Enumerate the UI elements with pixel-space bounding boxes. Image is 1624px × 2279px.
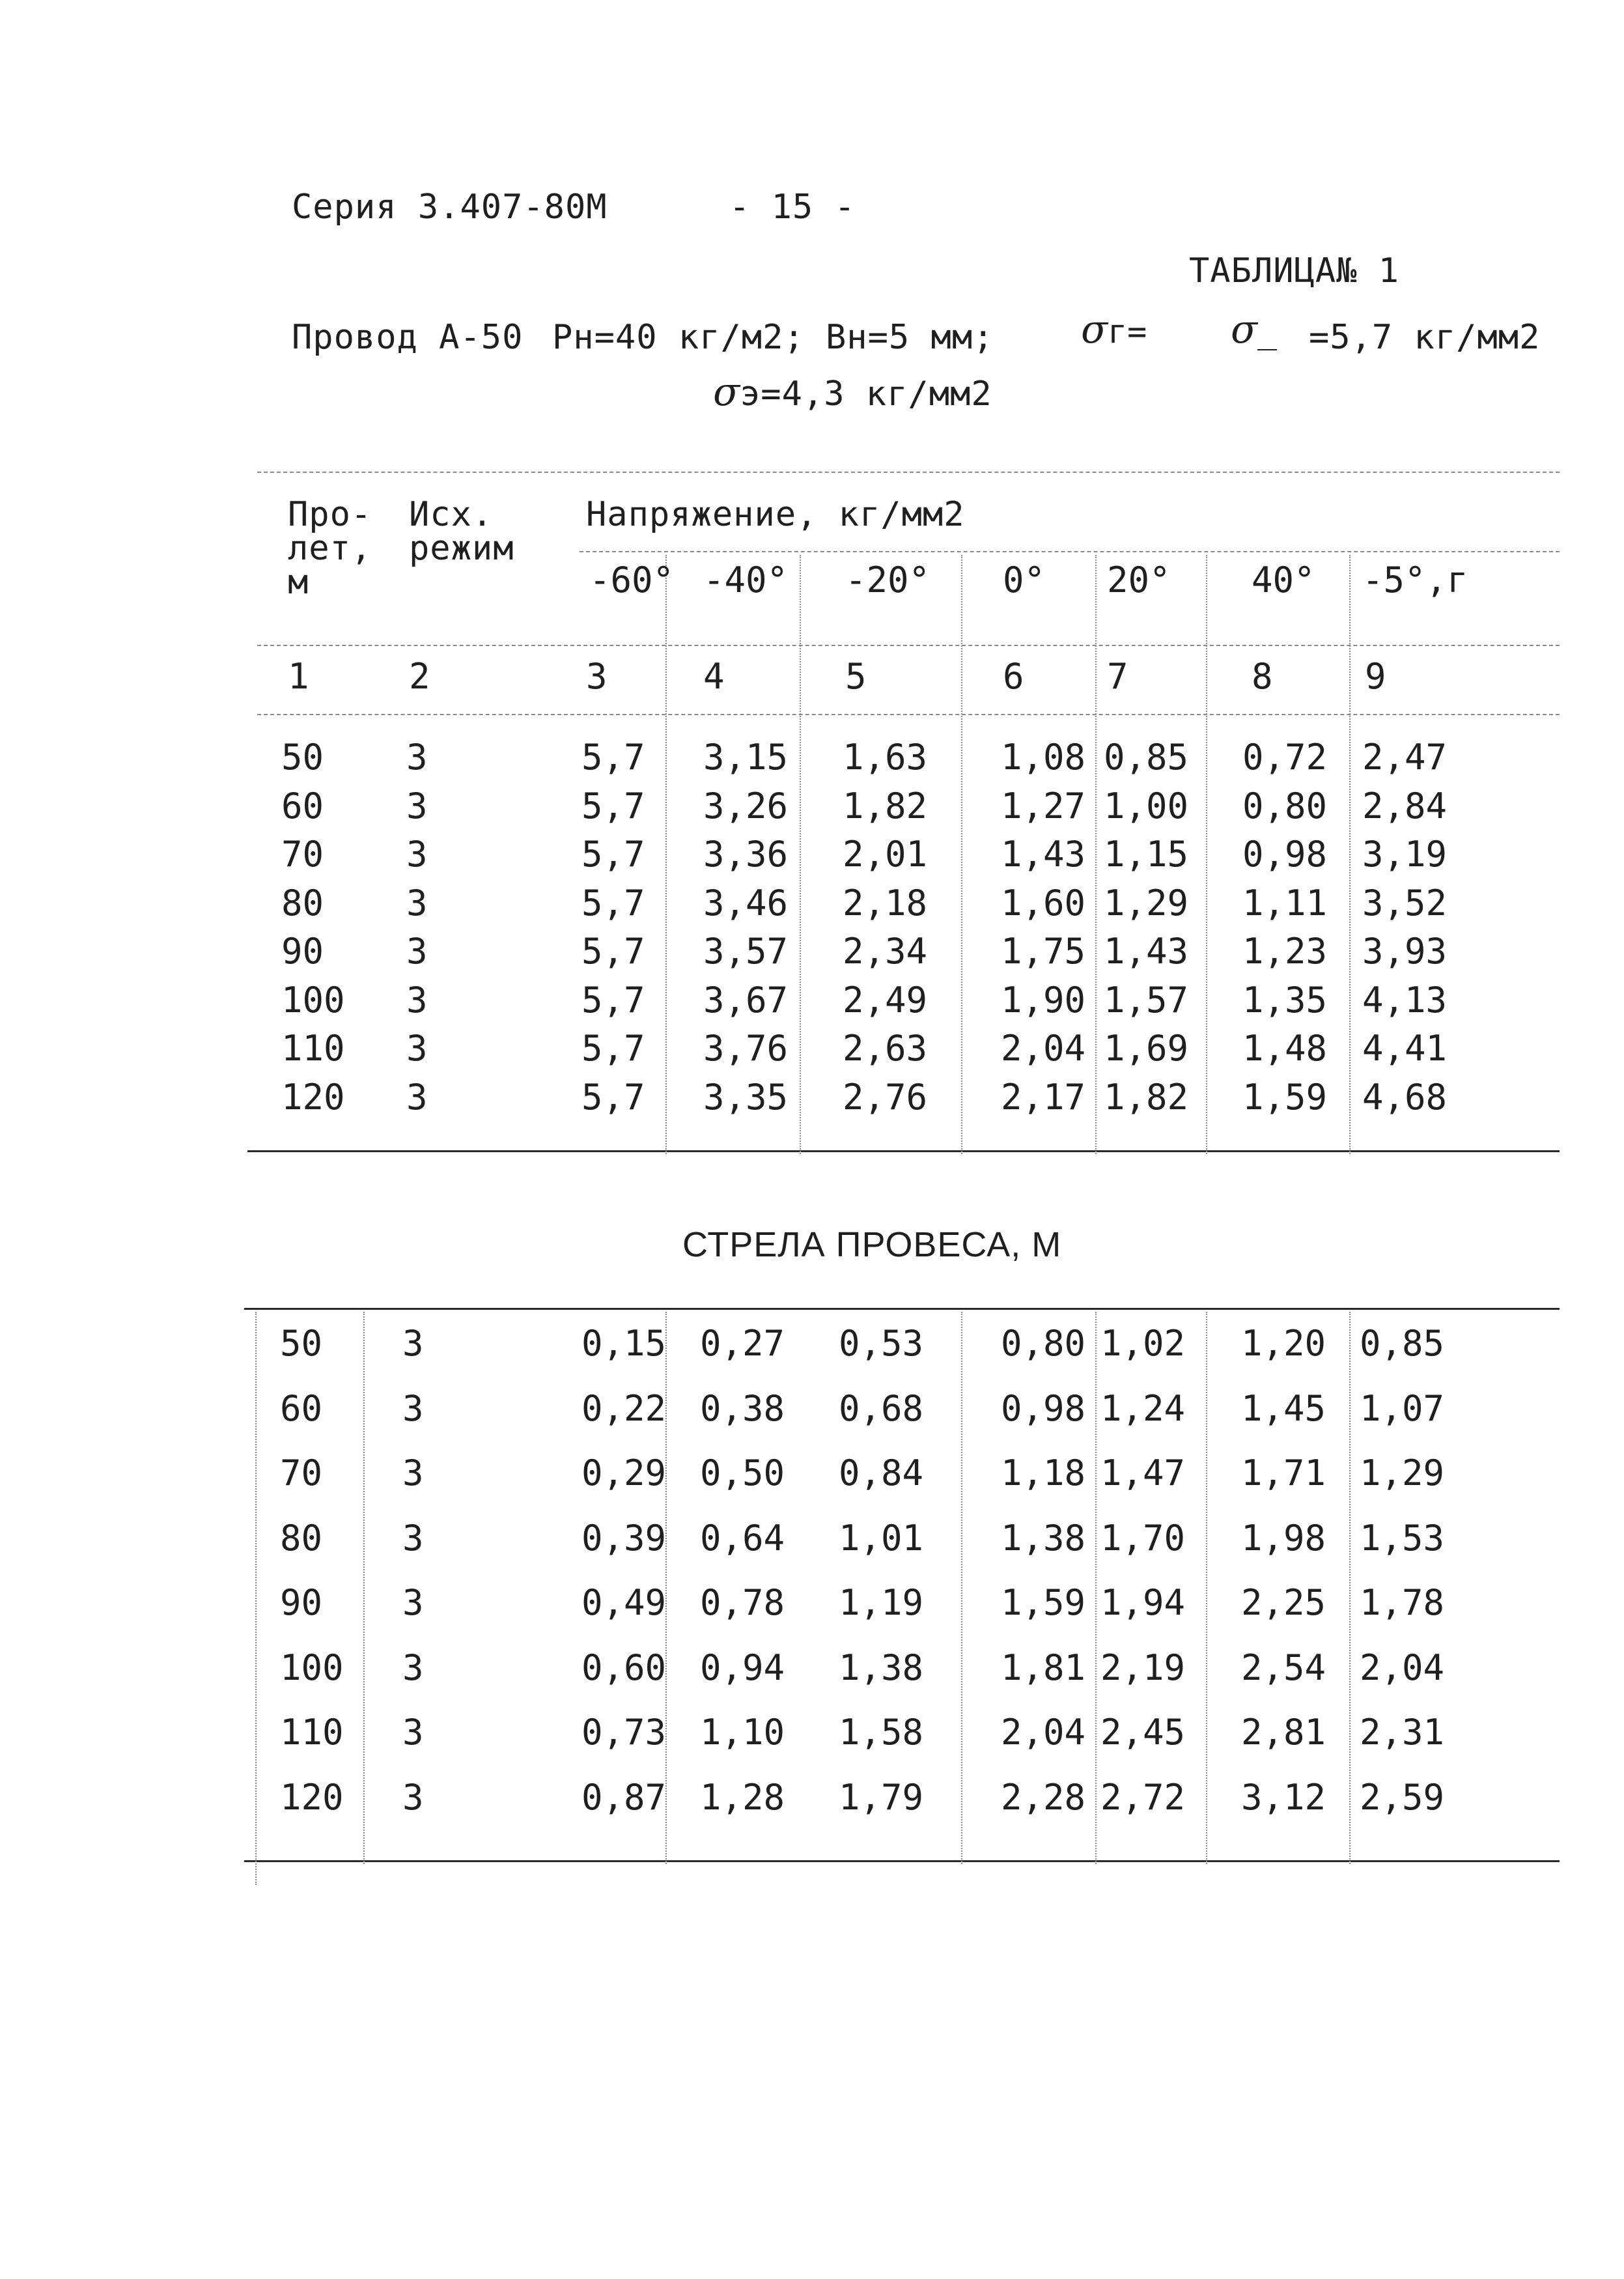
- table-cell: 2,04: [1360, 1647, 1445, 1688]
- table-cell: 1,29: [1360, 1452, 1445, 1493]
- table-cell: 3: [402, 1323, 424, 1364]
- table-cell: 50: [281, 737, 324, 778]
- col-number: 5: [845, 656, 867, 697]
- table-cell: 2,54: [1241, 1647, 1326, 1688]
- table-cell: 5,7: [581, 882, 645, 924]
- table-row: [0, 882, 1624, 931]
- table-cell: 3: [402, 1776, 424, 1818]
- table-cell: 3: [402, 1387, 424, 1429]
- col-number: 3: [586, 656, 608, 697]
- table-cell: 1,38: [839, 1647, 924, 1688]
- table-row: [0, 737, 1624, 786]
- sigma-minus: σ_: [1231, 307, 1278, 352]
- table-row: [0, 785, 1624, 834]
- table-row: [0, 931, 1624, 980]
- sigma-symbol: σ: [1231, 307, 1257, 352]
- temp-header: -40°: [703, 559, 789, 601]
- table-cell: 90: [281, 931, 324, 972]
- table-cell: 1,70: [1100, 1517, 1186, 1559]
- temp-header: 0°: [1003, 559, 1046, 601]
- table-cell: 1,48: [1242, 1028, 1328, 1069]
- table-row: [0, 1517, 1624, 1566]
- table-cell: 1,60: [1001, 882, 1086, 924]
- table-cell: 1,24: [1100, 1387, 1186, 1429]
- table-cell: 0,60: [581, 1647, 667, 1688]
- table-cell: 3: [406, 785, 428, 827]
- table-cell: 0,80: [1001, 1323, 1086, 1364]
- temp-header: -60°: [589, 559, 675, 601]
- table-row: [0, 834, 1624, 883]
- table-cell: 60: [281, 785, 324, 827]
- table-cell: 0,73: [581, 1712, 667, 1753]
- table-cell: 120: [281, 1076, 345, 1118]
- col-number: 9: [1365, 656, 1386, 697]
- table-cell: 1,43: [1001, 834, 1086, 875]
- table-cell: 2,63: [843, 1028, 928, 1069]
- group-rule: [580, 551, 1560, 552]
- table-cell: 0,68: [839, 1387, 924, 1429]
- table-cell: 3: [406, 737, 428, 778]
- table-cell: 2,28: [1001, 1776, 1086, 1818]
- table-cell: 0,84: [839, 1452, 924, 1493]
- table-row: [0, 1647, 1624, 1696]
- table-cell: 3: [402, 1517, 424, 1559]
- col-number: 6: [1003, 656, 1024, 697]
- table-cell: 2,31: [1360, 1712, 1445, 1753]
- table-cell: 1,69: [1104, 1028, 1189, 1069]
- temp-header: -20°: [845, 559, 931, 601]
- table-cell: 1,63: [843, 737, 928, 778]
- table-cell: 1,94: [1100, 1582, 1186, 1623]
- table-cell: 3: [406, 834, 428, 875]
- table-cell: 1,57: [1104, 979, 1189, 1021]
- sigma-e: σэ=4,3 кг/мм2: [713, 369, 992, 415]
- table-cell: 1,43: [1104, 931, 1189, 972]
- table-cell: 1,81: [1001, 1647, 1086, 1688]
- table-cell: 2,18: [843, 882, 928, 924]
- table-cell: 0,72: [1242, 737, 1328, 778]
- table-cell: 5,7: [581, 931, 645, 972]
- table-row: [0, 979, 1624, 1028]
- table-cell: 0,87: [581, 1776, 667, 1818]
- table-cell: 1,01: [839, 1517, 924, 1559]
- table-cell: 3: [406, 882, 428, 924]
- table-cell: 1,53: [1360, 1517, 1445, 1559]
- table-cell: 1,10: [700, 1712, 785, 1753]
- table-cell: 0,80: [1242, 785, 1328, 827]
- table-cell: 3,76: [703, 1028, 789, 1069]
- table-cell: 1,38: [1001, 1517, 1086, 1559]
- table-cell: 3,35: [703, 1076, 789, 1118]
- table-cell: 1,08: [1001, 737, 1086, 778]
- table-cell: 50: [280, 1323, 323, 1364]
- table-cell: 0,38: [700, 1387, 785, 1429]
- table-cell: 2,25: [1241, 1582, 1326, 1623]
- table-bottom-rule: [247, 1150, 1560, 1152]
- table-cell: 1,28: [700, 1776, 785, 1818]
- col-number: 8: [1252, 656, 1273, 697]
- table-cell: 2,04: [1001, 1028, 1086, 1069]
- table-cell: 0,94: [700, 1647, 785, 1688]
- table-cell: 4,41: [1362, 1028, 1448, 1069]
- table-cell: 3: [406, 1076, 428, 1118]
- table-cell: 0,98: [1242, 834, 1328, 875]
- table-cell: 3,36: [703, 834, 789, 875]
- table-cell: 0,64: [700, 1517, 785, 1559]
- table-cell: 2,72: [1100, 1776, 1186, 1818]
- col-number: 7: [1107, 656, 1128, 697]
- table-row: [0, 1712, 1624, 1761]
- table-row: [0, 1452, 1624, 1501]
- table-cell: 1,07: [1360, 1387, 1445, 1429]
- table-cell: 1,00: [1104, 785, 1189, 827]
- table-cell: 1,59: [1001, 1582, 1086, 1623]
- table-cell: 1,90: [1001, 979, 1086, 1021]
- table-cell: 3: [402, 1452, 424, 1493]
- group-title: Напряжение, кг/мм2: [586, 495, 965, 534]
- temp-header: 20°: [1107, 559, 1171, 601]
- table-cell: 2,34: [843, 931, 928, 972]
- table-cell: 3: [406, 931, 428, 972]
- table-cell: 1,27: [1001, 785, 1086, 827]
- table-cell: 0,85: [1360, 1323, 1445, 1364]
- table-cell: 0,98: [1001, 1387, 1086, 1429]
- table-cell: 120: [280, 1776, 344, 1818]
- table-cell: 110: [281, 1028, 345, 1069]
- table-row: [0, 1582, 1624, 1631]
- table-cell: 1,29: [1104, 882, 1189, 924]
- table-cell: 60: [280, 1387, 323, 1429]
- temp-header: 40°: [1252, 559, 1315, 601]
- temp-header: -5°,г: [1362, 559, 1468, 601]
- table-cell: 100: [280, 1647, 344, 1688]
- table-cell: 2,76: [843, 1076, 928, 1118]
- pressure-label: Рн=40 кг/м2; Вн=5 мм;: [552, 318, 994, 357]
- table-cell: 3: [406, 979, 428, 1021]
- table-cell: 1,20: [1241, 1323, 1326, 1364]
- header-bottom-rule: [257, 645, 1560, 646]
- table-cell: 1,71: [1241, 1452, 1326, 1493]
- table-cell: 2,45: [1100, 1712, 1186, 1753]
- table-cell: 70: [281, 834, 324, 875]
- table-cell: 2,49: [843, 979, 928, 1021]
- table-cell: 110: [280, 1712, 344, 1753]
- table-cell: 80: [280, 1517, 323, 1559]
- table-cell: 3,67: [703, 979, 789, 1021]
- table-cell: 1,02: [1100, 1323, 1186, 1364]
- table-cell: 1,11: [1242, 882, 1328, 924]
- table-cell: 3,57: [703, 931, 789, 972]
- table-cell: 5,7: [581, 1028, 645, 1069]
- table-cell: 1,79: [839, 1776, 924, 1818]
- table-cell: 0,50: [700, 1452, 785, 1493]
- table-cell: 3,12: [1241, 1776, 1326, 1818]
- sag-table-title: СТРЕЛА ПРОВЕСА, М: [682, 1225, 1062, 1264]
- table-cell: 1,82: [1104, 1076, 1189, 1118]
- table-cell: 0,78: [700, 1582, 785, 1623]
- table-cell: 2,01: [843, 834, 928, 875]
- col-number: 4: [703, 656, 725, 697]
- col-mode-header: Исх. режим: [409, 495, 514, 568]
- table-cell: 3,19: [1362, 834, 1448, 875]
- table-cell: 5,7: [581, 1076, 645, 1118]
- sigma-symbol: σ: [1081, 307, 1108, 352]
- table-cell: 2,81: [1241, 1712, 1326, 1753]
- table-top-rule: [257, 472, 1560, 473]
- table-cell: 1,59: [1242, 1076, 1328, 1118]
- wire-label: Провод А-50: [292, 318, 524, 357]
- table-row: [0, 1028, 1624, 1077]
- table-cell: 2,04: [1001, 1712, 1086, 1753]
- table-cell: 2,84: [1362, 785, 1448, 827]
- table-cell: 5,7: [581, 785, 645, 827]
- table-row: [0, 1387, 1624, 1437]
- table-cell: 1,19: [839, 1582, 924, 1623]
- table-cell: 1,98: [1241, 1517, 1326, 1559]
- col-number: 1: [288, 656, 309, 697]
- table-label: ТАБЛИЦА№ 1: [1189, 251, 1400, 290]
- table-cell: 3,26: [703, 785, 789, 827]
- table-cell: 0,49: [581, 1582, 667, 1623]
- col-span-header: Про- лет, м: [288, 495, 372, 602]
- table-cell: 0,85: [1104, 737, 1189, 778]
- table-row: [0, 1076, 1624, 1125]
- sag-bottom-rule: [244, 1860, 1560, 1862]
- table-cell: 1,47: [1100, 1452, 1186, 1493]
- series-label: Серия 3.407-80М: [292, 188, 608, 227]
- table-cell: 90: [280, 1582, 323, 1623]
- table-cell: 3: [406, 1028, 428, 1069]
- table-cell: 0,22: [581, 1387, 667, 1429]
- table-cell: 2,47: [1362, 737, 1448, 778]
- sigma-g: σг=: [1081, 307, 1147, 352]
- table-cell: 70: [280, 1452, 323, 1493]
- table-cell: 3: [402, 1712, 424, 1753]
- table-cell: 0,27: [700, 1323, 785, 1364]
- sag-top-rule: [244, 1308, 1560, 1310]
- table-cell: 1,35: [1242, 979, 1328, 1021]
- table-cell: 0,39: [581, 1517, 667, 1559]
- table-cell: 3,52: [1362, 882, 1448, 924]
- table-cell: 80: [281, 882, 324, 924]
- table-cell: 1,15: [1104, 834, 1189, 875]
- col-number: 2: [409, 656, 430, 697]
- table-cell: 2,19: [1100, 1647, 1186, 1688]
- sigma-symbol: σ: [713, 369, 740, 415]
- table-cell: 1,23: [1242, 931, 1328, 972]
- table-cell: 3: [402, 1647, 424, 1688]
- table-cell: 0,29: [581, 1452, 667, 1493]
- table-cell: 1,82: [843, 785, 928, 827]
- table-cell: 3: [402, 1582, 424, 1623]
- table-cell: 5,7: [581, 979, 645, 1021]
- table-cell: 1,78: [1360, 1582, 1445, 1623]
- page-number: - 15 -: [729, 188, 856, 227]
- table-cell: 2,59: [1360, 1776, 1445, 1818]
- table-cell: 1,58: [839, 1712, 924, 1753]
- sigma-value: =5,7 кг/мм2: [1309, 318, 1541, 357]
- table-cell: 1,18: [1001, 1452, 1086, 1493]
- table-cell: 1,45: [1241, 1387, 1326, 1429]
- table-cell: 1,75: [1001, 931, 1086, 972]
- table-cell: 3,46: [703, 882, 789, 924]
- numbers-bottom-rule: [257, 714, 1560, 715]
- table-cell: 3,15: [703, 737, 789, 778]
- table-cell: 3,93: [1362, 931, 1448, 972]
- table-cell: 2,17: [1001, 1076, 1086, 1118]
- table-cell: 4,13: [1362, 979, 1448, 1021]
- table-cell: 100: [281, 979, 345, 1021]
- table-cell: 4,68: [1362, 1076, 1448, 1118]
- table-cell: 0,15: [581, 1323, 667, 1364]
- table-cell: 0,53: [839, 1323, 924, 1364]
- table-row: [0, 1323, 1624, 1372]
- table-row: [0, 1776, 1624, 1826]
- table-cell: 5,7: [581, 834, 645, 875]
- table-cell: 5,7: [581, 737, 645, 778]
